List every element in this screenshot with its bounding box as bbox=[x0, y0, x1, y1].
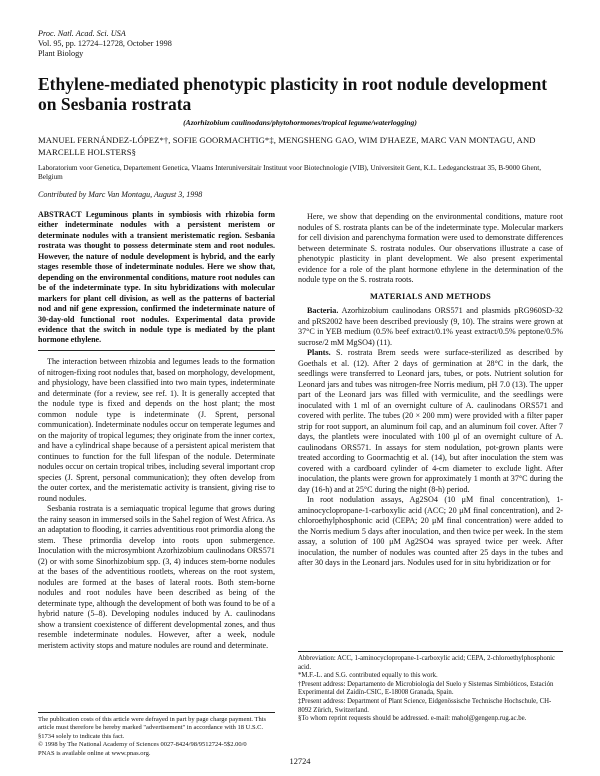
run-in-head: Bacteria. bbox=[307, 306, 339, 315]
journal-name: Proc. Natl. Acad. Sci. USA bbox=[38, 29, 126, 38]
affiliation: Laboratorium voor Genetica, Departement Genetica, Vlaams Interuniversitair Instituut voor Biotechnologie (VIB), Universiteit Gent, K.L. Ledeganckstraat 35, B-9000 Ghent, Belgium bbox=[38, 164, 542, 182]
methods-paragraph bbox=[298, 495, 563, 569]
body-paragraph: The interaction between rhizobia and legumes leads to the formation of nitrogen-fixing root nodules that, based on morphology, development, and physiology, have been classified into two main types, indeterminate and determinate (for a review, see ref. 1). It is generally accepted that the nodule type is fixed and depends on the host plant; the most common nodule type is indeterminate (J. Sprent, personal communication). Indeterminate nodules occur on temperate legumes and on the majority of tropical legumes; they originate from the inner cortex, and have a cylindrical shape because of a persistent apical meristem that continues to function for the full lifespan of the nodule. Determinate nodules occur on certain tropical tribes, including several important crop species (J. Sprent, personal communication); they often develop from the outer cortex, and the meristematic activity is transient, giving rise to round nodules. bbox=[38, 357, 275, 503]
footnote-equal-contribution: *M.F.-L. and S.G. contributed equally to this work. bbox=[298, 672, 438, 680]
footnote-reprint: §To whom reprint requests should be addressed. e-mail: mahol@gengenp.rug.ac.be. bbox=[298, 715, 527, 723]
methods-paragraph bbox=[298, 306, 563, 348]
methods-paragraph bbox=[298, 348, 563, 495]
methods-text: In root nodulation assays, Ag2SO4 (10 μM final concentration), 1-aminocyclopropane-1-carboxylic acid (ACC; 20 μM final concentration), and 2-chloroethylphosphonic acid (CEPA; 20 μM final concentration) were added to the Norris medium 5 days after inoculation, and then twice per week. In the stem assay, a solution of 100 μM Ag2SO4 was sprayed twice per week. After inoculation, the number of nodules was counted after 25 days in the tubes and after 30 days in the Leonard jars. Nodules used for in situ hybridization or for bbox=[298, 495, 563, 567]
author-list: MANUEL FERNÁNDEZ-LÓPEZ*†, SOFIE GOORMACHTIG*‡, MENGSHENG GAO, WIM D'HAEZE, MARC VAN MONTAGU, AND MARCELLE HOLSTERS§ bbox=[38, 135, 536, 157]
journal-volume: Vol. 95, pp. 12724–12728, October 1998 bbox=[38, 39, 172, 48]
right-column bbox=[298, 212, 563, 569]
abstract: ABSTRACT Leguminous plants in symbiosis with rhizobia form either indeterminate nodules with a persistent meristem or determinate nodules with a transient meristematic region. Sesbania rostrata was thought to possess determinate stem and root nodules. However, the nature of nodule development is hybrid, and the early stages resemble those of indeterminate nodules. Here we show that, depending on the environmental conditions, mature root nodules can be of the indeterminate type. In situ hybridizations with molecular markers for plant cell division, as well as the patterns of bacterial nod and nif gene expression, confirmed the indeterminate nature of 30-day-old functional root nodules. Experimental data provide evidence that the switch in nodule type is mediated by the plant hormone ethylene. bbox=[38, 210, 275, 345]
run-in-head: Plants. bbox=[307, 348, 331, 357]
publication-footnote bbox=[38, 716, 275, 758]
section-heading: MATERIALS AND METHODS bbox=[369, 291, 492, 301]
footnote-abbreviation: Abbreviation: ACC, 1-aminocyclopropane-1-carboxylic acid; CEPA, 2-chloroethylphosphonic acid. bbox=[298, 655, 556, 671]
body-paragraph: Sesbania rostrata is a semiaquatic tropical legume that grows during the rainy season in immersed soils in the Sahel region of West Africa. As an adaptation to flooding, it carries adventitious root primordia along the stem. These primordia develop into roots upon submergence. Inoculation with the microsymbiont Azorhizobium caulinodans ORS571 (2) or with some Sinorhizobium spp. (3, 4) induces stem-borne nodules at the bases of the adventitious rootlets, whereas on the root system, nodules are formed at the bases of lateral roots. Both stem-borne nodules and root nodules have been described as being of the determinate type, although the development of both was found to be of a hybrid nature (5–8). Developing nodules induced by A. caulinodans show a transient coexistence of different developmental zones, and thus resemble indeterminate nodules. However, after a week, nodule meristem activity stops and mature nodules are round and determinate. bbox=[38, 504, 275, 650]
copyright-note: © 1998 by The National Academy of Sciences 0027-8424/98/9512724-5$2.00/0 bbox=[38, 741, 247, 749]
contributed-line: Contributed by Marc Van Montagu, August 3, 1998 bbox=[38, 190, 203, 199]
left-body bbox=[38, 357, 275, 651]
keywords: (Azorhizobium caulinodans/phytohormones/tropical legume/waterlogging) bbox=[183, 118, 417, 127]
pnas-online-note: PNAS is available online at www.pnas.org. bbox=[38, 749, 151, 757]
journal-section: Plant Biology bbox=[38, 49, 84, 58]
footnote-divider bbox=[38, 712, 275, 713]
abstract-divider bbox=[38, 350, 275, 351]
article-title: Ethylene-mediated phenotypic plasticity in root nodule development on Sesbania rostrata bbox=[38, 74, 548, 114]
right-footnote-divider bbox=[298, 651, 563, 652]
footnote-address-2: ‡Present address: Department of Plant Science, Eidgenössische Technische Hochschule, CH-8092 Zürich, Switzerland. bbox=[298, 697, 552, 714]
methods-text: S. rostrata Brem seeds were surface-sterilized as described by Goethals et al. (12). After 2 days of germination at 28°C in the dark, the seedlings were transferred to Leonard jars, tubes, or pots. Nutrient solution for Leonard jars and tubes was nitrogen-free Norris medium, pH 7.0 (13). The upper part of the Leonard jars was filled with vermiculite, and the seedlings were inoculated with 1 ml of an overnight culture of A. caulinodans ORS571 and covered with perlite. The tubes (20 × 200 mm) were provided with a filter paper strip for root support, an aluminum foil cap, and an aluminum foil cover. After 7 days, the plantlets were inoculated with 100 μl of an overnight culture of A. caulinodans ORS571. In assays for stem nodulation, pot-grown plants were treated according to Goormachtig et al. (14), but after inoculation the stem was covered with a cardboard cylinder of 4-cm diameter to exclude light. After inoculation, the plants were grown for approximately 1 month at 37°C during the day (16-h) and at 25°C during the night (8-h) period. bbox=[298, 348, 564, 494]
page-number: 12724 bbox=[289, 757, 311, 766]
journal-header bbox=[38, 29, 172, 59]
intro-paragraph: Here, we show that depending on the environmental conditions, mature root nodules of S. rostrata plants can be of the indeterminate type. Molecular markers for cell division and parenchyma formation were used to demonstrate differences between determinate S. rostrata nodules. Our observations illustrate a case of phenotypic plasticity in plant development. We also present experimental evidence for a role of the plant hormone ethylene in the determination of the nodule type on the S. rostrata roots. bbox=[298, 212, 563, 284]
right-footnotes bbox=[298, 655, 563, 724]
publication-note: The publication costs of this article were defrayed in part by page charge payment. This article must therefore be hereby marked "advertisement" in accordance with 18 U.S.C. §1734 solely to indicate this fact. bbox=[38, 716, 267, 740]
methods-text: Azorhizobium caulinodans ORS571 and plasmids pRG960SD-32 and pRS2002 have been described previously (9, 10). The strains were grown at 37°C in YEB medium (0.5% beef extract/0.1% yeast extract/0.5% peptone/0.5% sucrose/2 mM MgSO4) (11). bbox=[298, 306, 563, 347]
footnote-address-1: †Present address: Departamento de Microbiología del Suelo y Sistemas Simbióticos, Estación Experimental del Zaidín-CSIC, E-18008 Granada, Spain. bbox=[298, 680, 554, 697]
